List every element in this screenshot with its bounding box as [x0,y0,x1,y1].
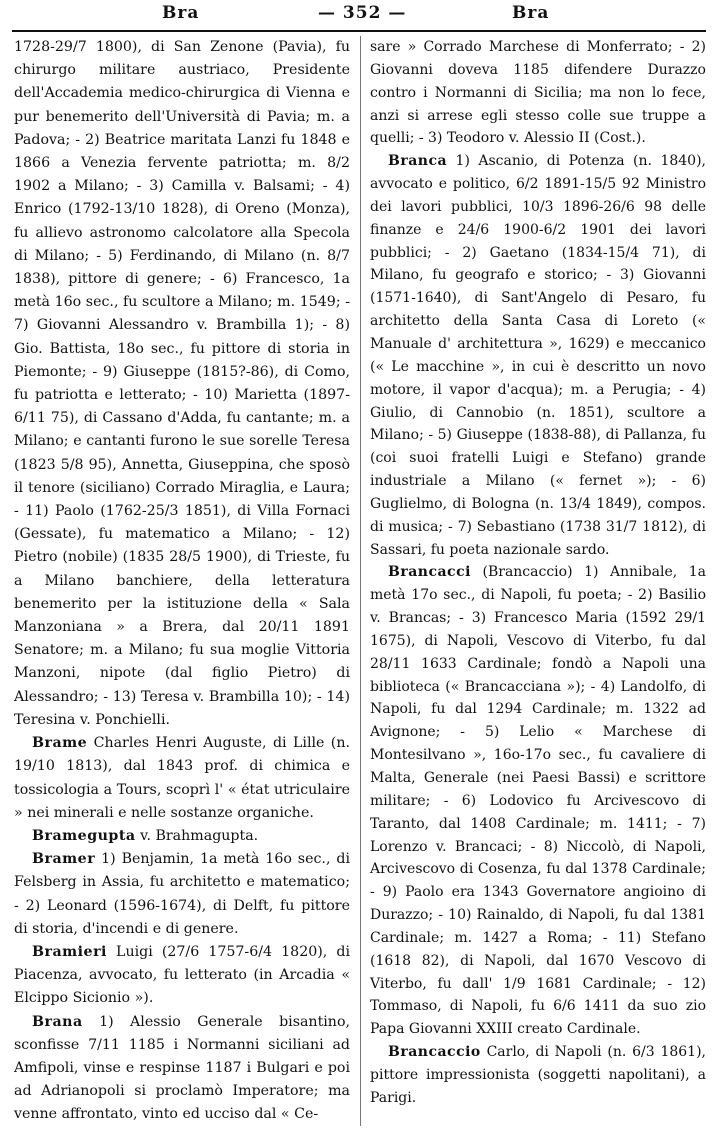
entry-brame [14,732,350,825]
entry-bramegupta-body: v. Brahmagupta. [140,827,259,844]
right-column [370,36,706,1110]
entry-brancaccio-body: Carlo, di Napoli (n. 6/3 1861), pittore impressionista (soggetti napolitani), a Parigi. [370,1044,706,1106]
entry-brana-continued: sare » Corrado Marchese di Monferrato; - 2) Giovanni doveva 1185 difendere Durazzo contro i Normanni di Sicilia; ma non lo fece, anzi si arrese egli stesso colle sue truppe a quelli; - 3) Teodoro v. Alessio II (Cost.). [370,39,706,147]
headword-bramer: Bramer [32,851,96,868]
entry-brana-body: 1) Alessio Generale bisantino, sconfisse 7/11 1185 i Normanni siciliani ad Amfipoli, vinse e respinse 1187 i Bulgari e poi ad Adrianopoli si proclamò Imperatore; ma venne affrontato, vinto ed ucciso dal « Ce- [14,1013,350,1123]
entry-bramer [14,848,350,941]
entry-branca [370,150,706,561]
entry-brancaccio [370,1041,706,1110]
entry-brana [14,1011,350,1127]
entry-bramer-body: 1) Benjamin, 1a metà 16o sec., di Felsberg in Assia, fu architetto e matematico; - 2) Leonard (1596-1674), di Delft, fu pittore di storia, d'incendi e di genere. [14,851,350,937]
header-right-word: Bra [512,3,550,23]
entry-bramieri-body: Luigi (27/6 1757-6/4 1820), di Piacenza, avvocato, fu letterato (in Arcadia « Elcippo Sicionio »). [14,943,350,1007]
entry-bramante-continued: 1728-29/7 1800), di San Zenone (Pavia), fu chirurgo militare austriaco, Presidente dell'Accademia medico-chirurgica di Vienna e pur benemerito dell'Università di Pavia; m. a Padova; - 2) Beatrice maritata Lanzi fu 1848 e 1866 a Venezia fervente patriotta; m. 8/2 1902 a Milano; - 3) Camilla v. Balsami; - 4) Enrico (1792-13/10 1828), di Oreno (Monza), fu allievo astronomo calcolatore alla Specola di Milano; - 5) Ferdinando, di Milano (n. 8/7 1838), pittore di genere; - 6) Francesco, 1a metà 16o sec., fu scultore a Milano; m. 1549; - 7) Giovanni Alessandro v. Brambilla 1); - 8) Gio. Battista, 18o sec., fu pittore di storia in Piemonte; - 9) Giuseppe (1815?-86), di Como, fu patriotta e letterato; - 10) Marietta (1897-6/11 75), di Cassano d'Adda, fu cantante; m. a Milano; e cantanti furono le sue sorelle Teresa (1823 5/8 95), Annetta, Giuseppina, che sposò il tenore (siciliano) Corrado Miraglia, e Laura; - 11) Paolo (1762-25/3 1851), di Villa Fornaci (Gessate), fu matematico a Milano; - 12) Pietro (nobile) (1835 28/5 1900), di Trieste, fu a Milano banchiere, della letteratura benemerito per la istituzione della « Sala Manzoniana » a Brera, dal 20/11 1891 Senatore; m. a Milano; fu sua moglie Vittoria Manzoni, nipote (dal figlio Pietro) di Alessandro; - 13) Teresa v. Brambilla 10); - 14) Teresina v. Ponchielli. [14,39,350,728]
headword-brana: Brana [32,1013,83,1030]
headword-bramieri: Bramieri [32,943,107,960]
header-left-word: Bra [162,3,200,23]
running-header [0,0,718,28]
entry-brancacci-body: (Brancaccio) 1) Annibale, 1a metà 17o sec., di Napoli, fu poeta; - 2) Basilio v. Brancas; - 3) Francesco Maria (1592 29/1 1675), di Napoli, Vescovo di Viterbo, fu dal 28/11 1633 Cardinale; fondò a Napoli una biblioteca (« Brancacciana »); - 4) Landolfo, di Napoli, fu dal 1294 Cardinale; m. 1322 ad Avignone; - 5) Lelio « Marchese di Montesilvano », 16o-17o sec., fu cavaliere di Malta, Generale (nei Paesi Bassi) e scrittore militare; - 6) Lodovico fu Arcivescovo di Taranto, dal 1408 Cardinale; m. 1411; - 7) Lorenzo v. Brancaci; - 8) Niccolò, di Napoli, Arcivescovo di Cosenza, fu dal 1378 Cardinale; - 9) Paolo era 1343 Governatore angioino di Durazzo; - 10) Rainaldo, di Napoli, fu dal 1381 Cardinale; m. 1427 a Roma; - 11) Stefano (1618 82), di Napoli, dal 1670 Vescovo di Viterbo, fu dall' 1/9 1681 Cardinale; - 12) Tommaso, di Napoli, fu 6/6 1411 da suo zio Papa Giovanni XXIII creato Cardinale. [370,564,706,1038]
header-rule [12,30,706,32]
column-divider [360,36,361,1126]
entry-brancacci [370,561,706,1041]
headword-brancaccio: Brancaccio [388,1044,481,1061]
page-number: — 352 — [318,3,407,23]
entry-branca-body: 1) Ascanio, di Potenza (n. 1840), avvocato e politico, 6/2 1891-15/5 92 Ministro dei lavori pubblici, 10/3 1896-26/6 98 delle finanze e 24/6 1900-6/2 1901 dei lavori pubblici; - 2) Gaetano (1834-15/4 71), di Milano, fu geografo e storico; - 3) Giovanni (1571-1640), di Sant'Angelo di Pesaro, fu architetto della Santa Casa di Loreto (« Manuale d' architettura », 1629) e meccanico (« Le macchine », in cui è descritto un novo motore, il vapor d'acqua); m. a Perugia; - 4) Giulio, di Cannobio (n. 1851), scultore a Milano; - 5) Giuseppe (1838-88), di Pallanza, fu (coi suoi fratelli Luigi e Stefano) grande industriale a Milano (« fernet »); - 6) Guglielmo, di Bologna (n. 13/4 1849), compos. di musica; - 7) Sebastiano (1738 31/7 1812), di Sassari, fu poeta nazionale sardo. [370,153,706,558]
left-column [14,36,350,1127]
headword-brame: Brame [32,735,88,752]
entry-bramieri [14,941,350,1011]
headword-branca: Branca [388,153,448,170]
entry-brame-body: Charles Henri Auguste, di Lille (n. 19/10 1813), dal 1843 prof. di chimica e tossicologia a Tours, scoprì l' « état utriculaire » nei minerali e nelle sostanze organiche. [14,735,350,821]
headword-bramegupta: Bramegupta [32,827,136,844]
headword-brancacci: Brancacci [388,564,471,581]
entry-bramegupta [14,825,350,848]
